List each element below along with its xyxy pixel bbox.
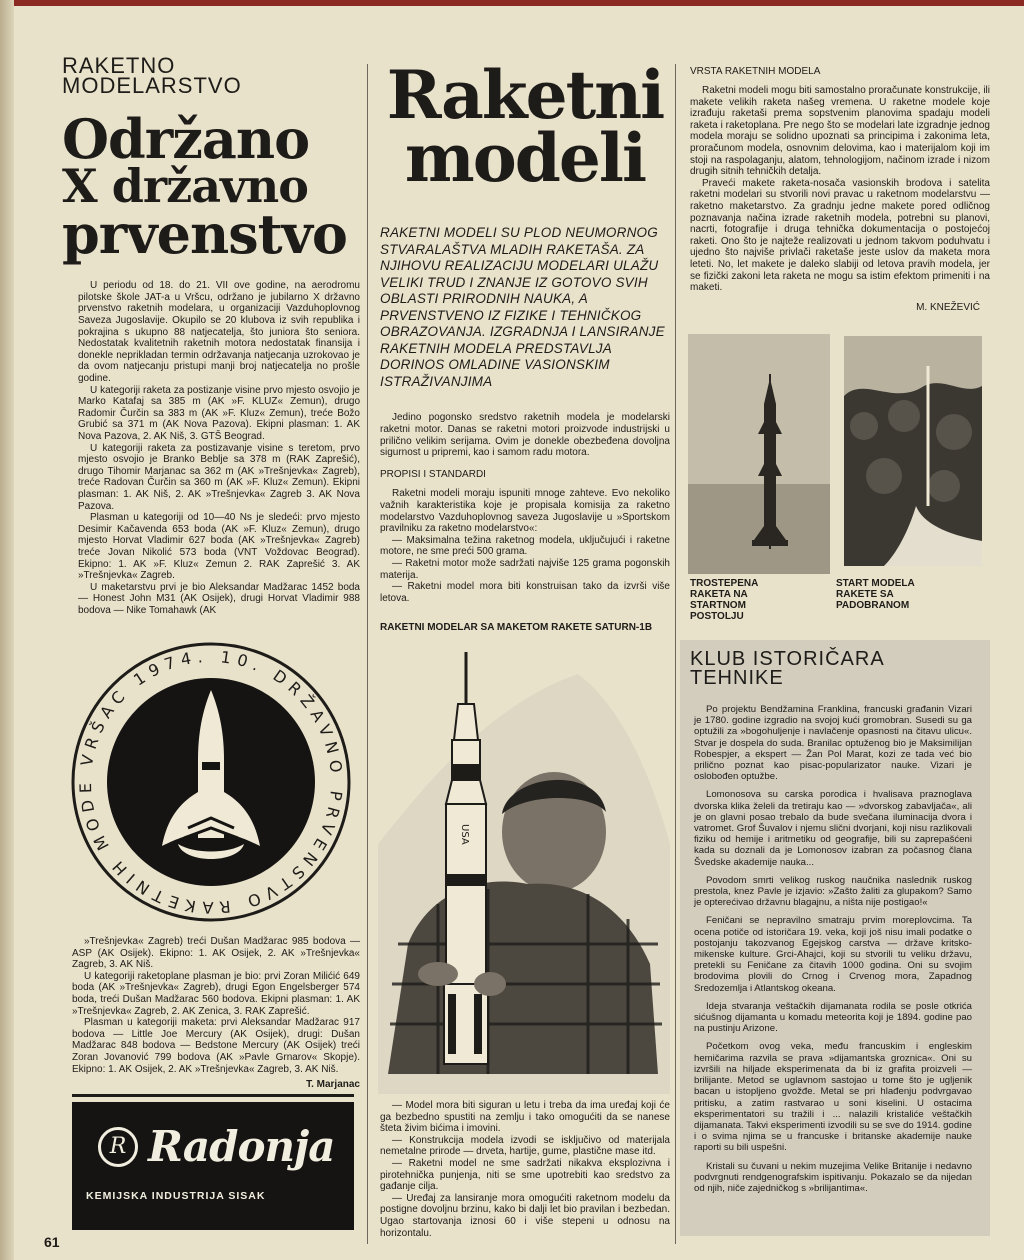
emblem-graphic	[66, 642, 356, 922]
article-body	[62, 280, 362, 616]
paragraph: Povodom smrti velikog ruskog naučnika naslednik ruskog prestola, knez Pavle je izjavio: »Zašto žaliti za glupakom? Samo je opterećivao državnu blagajnu, a ništa nije postigao!«	[694, 874, 972, 909]
paragraph: Raketni modeli mogu biti samostalno proračunate konstrukcije, ili makete velikih raketa našeg vremena. U raketne modele koje izrađuju raketaši prema sopstvenim planovima spadaju modeli raketa i raketoplana. Pre nego što se modelari late izgradnje jednog modela moraju se solidno upoznati sa principima i zakonima leta, proračunom modela, osnovnim delovima, kao i materijalom koji im stoji na raspolaganju, alatom, tehnologijom, načinom izrade i nizom drugih sitnih tehničkih detalja.	[690, 85, 990, 178]
left-article	[62, 53, 362, 617]
rule-item: — Raketni model ne sme sadržati nikakva eksplozivna i pirotehnička punjenja, niti se sme upotrebiti kao sredstvo za gađanje cilja.	[380, 1157, 670, 1193]
paragraph: U kategoriji raketoplane plasman je bio: prvi Zoran Milićić 649 boda (AK »Trešnjevka« Zagreb), drugi Egon Engelsberger 574 boda, treći Dušan Madžarac 560 bodova. Ekipni plasman: 1. AK »Trešnjevka« Zagreb, 2. AK Zenica, 3. RAK Zaprešić.	[72, 970, 360, 1017]
paragraph: Plasman u kategoriji maketa: prvi Aleksandar Madžarac 917 bodova — Little Joe Mercury (AK Osijek), drugi: Dušan Madžarac 848 bodova — Bedstone Mercury (AK Osijek) treći Zoran Jovanović 799 bodova (AK »Pavle Grnarov« Skopje). Ekipno: 1. AK Osijek, 2. AK »Trešnjevka« Zagreb, 3. AK Niš.	[72, 1017, 360, 1075]
radonja-advertisement	[72, 1102, 354, 1230]
paragraph: Feničani se nepravilno smatraju prvim moreplovcima. Ta ocena potiče od istoričara 19. veka, koji još nisu imali podatke o postojanju takozvanog Egejskog carstva — države kritsko-mikenske kulture. Grci-Ahajci, koji su stvorili tu veliku državu, pretekli su Feničane za čitavih 1000 godina. Oni su svojim brodovima plovili do Crnog i Crvenog mora, Zapadnog Sredozemlja i Atlantskog okeana.	[694, 915, 972, 994]
rule-item: — Model mora biti siguran u letu i treba da ima uređaj koji će ga bezbedno spustiti na zemlju i tako omogućiti da se nanese šteta živim bićima i imovini.	[380, 1100, 670, 1135]
column-rule-2	[675, 64, 676, 1244]
middle-article	[380, 56, 670, 604]
klub-body	[694, 704, 972, 1194]
rule-item: — Konstrukcija modela izvodi se isključivo od materijala nemetalne prirode — drveta, hartije, gume, plastične mase itd.	[380, 1134, 670, 1158]
rule-item: — Uređaj za lansiranje mora omogućiti raketnom modelu da postigne dovoljnu brzinu, kako bi dalji let bio pravilan i bezbedan. Ugao startovanja iznosi 60 i više stepeni u odnosu na horizontalu.	[380, 1192, 670, 1239]
paragraph: U kategoriji raketa za postizavanje visine s teretom, prvo mjesto osvojio je Branko Beblje sa 378 m (RAK Zaprešić), drugo Tihomir Marjanac sa 362 m (AK »Trešnjevka« Zagreb), treće Radovan Čurčin sa 360 m (AK »F. Kluz« Zemun). Ekipni plasman: 1. AK Niš, 2. AK »Trešnjevka« Zagreb 3. AK Nova Pazova.	[78, 442, 360, 512]
paragraph: Jedino pogonsko sredstvo raketnih modela je modelarski raketni motor. Danas se raketni motori proizvode industrijski u prilično velikim serijama. Ovim je donekle obezbeđena dovoljna sigurnost u pripremi, kao i samom radu motora.	[380, 412, 670, 459]
registered-mark-icon: R	[98, 1127, 138, 1167]
article-body-continued	[380, 1100, 670, 1239]
article-body	[690, 85, 990, 294]
section-heading: PROPISI I STANDARDI	[380, 468, 486, 480]
article-headline: Održano X državno prvenstvo	[62, 107, 347, 266]
ad-tagline: KEMIJSKA INDUSTRIJA SISAK	[86, 1190, 266, 1202]
svg-text:USA: USA	[459, 824, 470, 845]
championship-emblem	[66, 642, 356, 922]
ad-brand: Radonja	[148, 1122, 335, 1171]
photo1-caption: TROSTEPENA RAKETA NA STARTNOM POSTOLJU	[690, 578, 758, 622]
rocket-launchpad-graphic	[688, 334, 830, 574]
photo-caption: RAKETNI MODELAR SA MAKETOM RAKETE SATURN-1B	[380, 622, 653, 633]
rule-item: — Raketni model mora biti konstruisan tako da izvrši više letova.	[380, 581, 670, 604]
rule-item: — Raketni motor može sadržati najviše 125 grama pogonskih materija.	[380, 557, 670, 581]
page-number: 61	[44, 1234, 60, 1250]
saturn-rocket-photo	[378, 644, 670, 1094]
rule-item: — Maksimalna težina raketnog modela, uključujući i raketne motore, ne sme preći 500 grama.	[380, 534, 670, 558]
ad-top-rule	[72, 1094, 354, 1097]
article-kicker: RAKETNO MODELARSTVO	[62, 53, 242, 98]
paragraph: Raketni modeli moraju ispuniti mnoge zahteve. Evo nekoliko važnih karakteristika koje je propisala komisija za raketno modelarstvo Vazduhoplovnog saveza Jugoslavije u »Sportskom pravilniku za raketno modelarstvo«:	[380, 488, 670, 535]
klub-historians-box	[680, 640, 990, 1236]
article-lede: RAKETNI MODELI SU PLOD NEUMORNOG STVARALAŠTVA MLADIH RAKETAŠA. ZA NJIHOVU REALIZACIJU MODELARI ULAŽU VELIKI TRUD I ZNANJE IZ GOTOVO SVIH OBLASTI PRIRODNIH NAUKA, A PRVENSTVENO IZ FIZIKE I TEHNIČKOG OBRAZOVANJA. IZGRADNJA I LANSIRANJE RAKETNIH MODELA PREDSTAVLJA DORINOS OMLADINE VASIONSKIM ISTRAŽIVANJIMA	[380, 225, 665, 389]
right-article	[690, 66, 990, 313]
ad-logo	[98, 1122, 334, 1171]
page-binding-edge	[0, 0, 14, 1260]
svg-text:VRŠAC 1974. 10. DRŽAVNO PRVENS: VRŠAC 1974. 10. DRŽAVNO PRVENSTVO RAKETNIH MODE	[75, 646, 347, 918]
saturn-photo-graphic	[378, 644, 670, 1094]
three-stage-rocket-photo	[688, 334, 830, 574]
article-continuation	[72, 936, 360, 1091]
paragraph: Kristali su čuvani u nekim muzejima Velike Britanije i nedavno podvrgnuti rendgenografskim ispitivanju. Pokazalo se da nijedan od njih, niče zajedničkog s »brilijantima«.	[694, 1160, 972, 1194]
paragraph: Plasman u kategoriji od 10—40 Ns je sledeći: prvo mjesto Desimir Kačavenda 653 boda (AK »F. Kluz« Zemun), drugo mjesto Horvat Vladimir 627 boda (AK »Trešnjevka« Zagreb) treće Jovan Nikolić 573 boda (VNT Voždovac Beograd). Ekipno: 1. AK »F. Kluz« Zemun 2. RAK Zaprešić 3. AK »Trešnjevka« Zagreb.	[78, 512, 360, 582]
paragraph: »Trešnjevka« Zagreb) treći Dušan Madžarac 985 bodova — ASP (AK Osijek). Ekipno: 1. AK Osijek, 2. AK »Trešnjevka« Zagreb, 3. AK Niš.	[72, 936, 360, 971]
paragraph: U maketarstvu prvi je bio Aleksandar Madžarac 1452 boda — Honest John M31 (AK Osijek), drugi Horvat Vladimir 988 bodova — Nike Tomahawk (AK	[78, 581, 360, 616]
paragraph: Lomonosova su carska porodica i hvalisava praznoglava dvorska klika želeli da tretiraju kao — »dvorskog zabavljača«, ali je on glavni posao trebalo da bude svečana iluminacija dvora i vatromet. Grof Šuvalov i njemu slični dvorjani, koji nisu razlikovali fiziku od hemije i aritmetiku od geografije, bili su zaprepašćeni kada su doznali da je Lomonosov izabran za počasnog člana Švedske akademije nauka...	[694, 789, 972, 868]
klub-heading: KLUB ISTORIČARA TEHNIKE	[690, 648, 885, 689]
author-signature: M. KNEŽEVIĆ	[916, 301, 980, 313]
parachute-rocket-photo	[844, 336, 982, 566]
article-body	[380, 412, 670, 604]
paragraph: U kategoriji raketa za postizanje visine prvo mjesto osvojio je Marko Katafaj sa 385 m (AK »F. KLUZ« Zemun), drugo Radomir Čurčin sa 383 m (AK »F. Kluz« Zemun), treće Božo Grubić sa 371 m (AK Nova Pazova). Ekipni plasman: 1. AK Nova Pazova, 2. AK Niš, 3. GTŠ Beograd.	[78, 384, 360, 442]
column-rule-1	[367, 64, 368, 1244]
paragraph: Ideja stvaranja veštačkih dijamanata rodila se posle otkrića sićušnog dijamanta u komadu meteorita koji je 1894. godine pao na pustinju Arizone.	[694, 1000, 972, 1035]
rocket-liftoff-graphic	[844, 336, 982, 566]
author-signature: T. Marjanac	[306, 1079, 360, 1091]
paragraph: Po projektu Bendžamina Franklina, francuski građanin Vizari je 1780. godine izgradio na svojoj kući gromobran. Susedi su ga optužili za »bogohuljenje i navlačenje opasnosti na čitavu ulicu«. Stvar je dospela do suda. Branilac optuženog bio je Maksimilijan Robespjer, a ekspert — Žan Pol Marat, kozi ze tada već bio prilično poznat kao pisac-popularizator nauke. Vizari je oslobođen optužbe.	[694, 704, 972, 783]
section-heading: VRSTA RAKETNIH MODELA	[690, 66, 821, 77]
paragraph: Početkom ovog veka, među francuskim i engleskim hemičarima razvila se prava »dijamantska groznica«. Oni su izvršili na hiljade eksperimenata da bi iz grafita proizveli — brilijante. Metod se uglavnom sastojao u tome što je ugljenik bacan u istopljeno gvožđe. Metal se pri hlađenju podvrgavao pritisku, a zatim rastvarao u soni kiselini. U ostacima eksperimentatori su tražili i ... nalazili kristaliće veštačkih dijamanata. Takvi eksperimenti izvodili su se sve do 1914. godine i o svima njima se u francuske i britanske akademije nauke raporti su bili uspešni.	[694, 1041, 972, 1154]
photo2-caption: START MODELA RAKETE SA PADOBRANOM	[836, 578, 915, 611]
page-top-border	[0, 0, 1024, 6]
paragraph: U periodu od 18. do 21. VII ove godine, na aerodromu pilotske škole JAT-a u Vršcu, održano je jubilarno X državno prvenstvo raketnih modelara, u organizaciji Vazduhoplovnog Saveza Jugoslavije. Okupilo se 20 klubova iz svih republika i pokrajina s ukupno 88 natjecatelja, što juniora što seniora. Nedostatak kvalitetnih raketnih motora nedostatak finansija i donekle neprikladan termin održavanja natjecanja uzrokovao je da ovom natjecanju pristupi manji broj natjecatelja no prošle godine.	[78, 280, 360, 385]
paragraph: Praveći makete raketa-nosača vasionskih brodova i satelita raketni modelari su stvorili novi pravac u raketnom modelarstvu — raketno maketarstvo. Za gradnju jedne makete pored odličnog poznavanja načina izrade raketnih modela, potrebni su planovi, nacrti, fotografije i druga tehnička dokumentacija o postojećoj raketi. Ono što je najteže realizovati u jednom takvom poduhvatu i ujedno što najviše privlači raketaše jeste uslov da maketa mora leteti. No, let makete je daleko slabiji od letova pravih modela, jer se fizički zakoni leta raketa ne mogu sa istim efektom primeniti i na maketi.	[690, 177, 990, 294]
article-headline: Raketni modeli	[386, 56, 664, 197]
